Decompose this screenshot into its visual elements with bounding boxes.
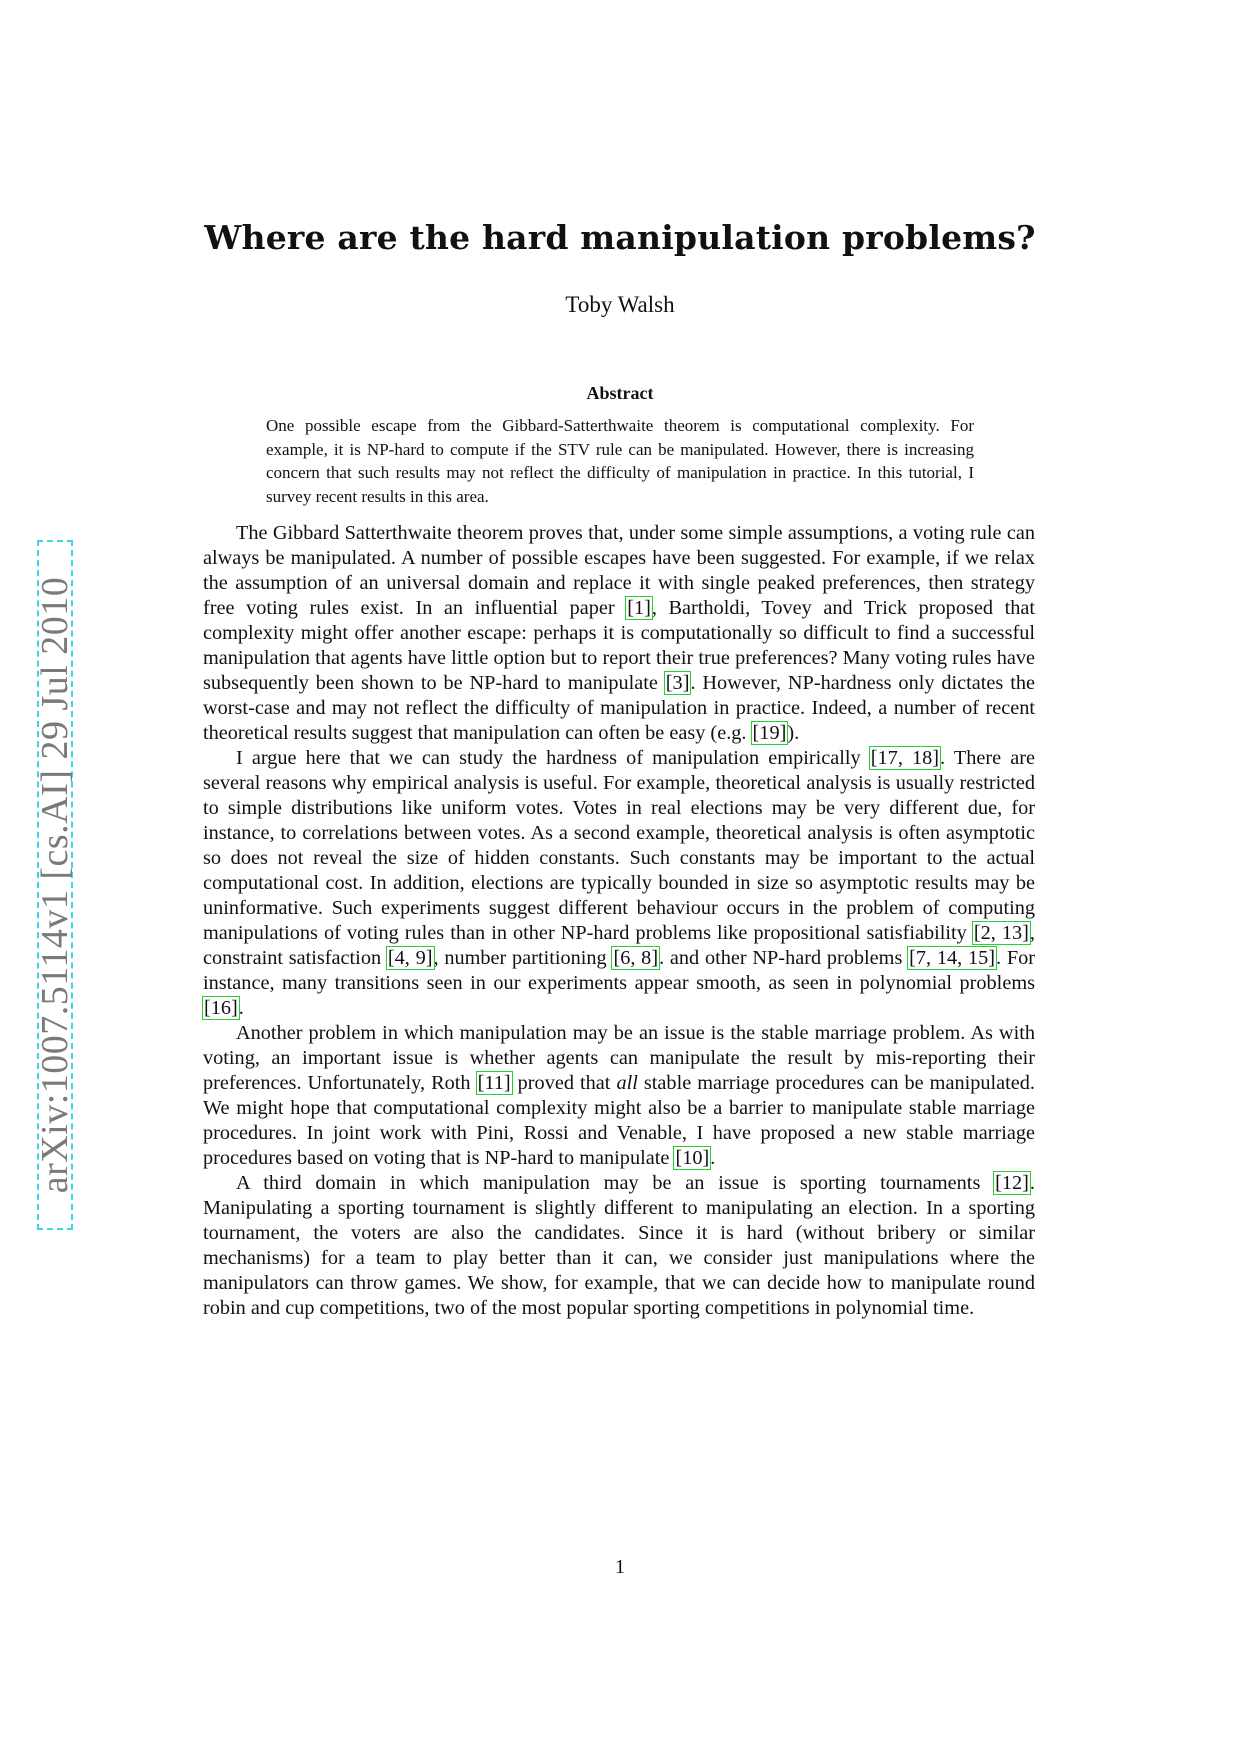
arxiv-identifier-text: arXiv:1007.5114v1 [cs.AI] 29 Jul 2010 xyxy=(34,576,76,1194)
citation-link[interactable]: [10] xyxy=(675,1147,710,1169)
paragraph-text: proved that xyxy=(511,1072,617,1094)
paragraph-text: . xyxy=(710,1147,716,1169)
citation-link[interactable]: [17, 18] xyxy=(870,747,940,769)
paragraph-text: , Bartholdi, Tovey and Trick proposed that complexity might offer another escape: perhaps it is computationally so difficult to find a successful manipulation that agents have little option but to report their true preferences? Many voting rules have subsequently been shown to be NP-hard to manipulate xyxy=(203,597,1035,694)
main-text xyxy=(203,521,1035,1321)
abstract-heading: Abstract xyxy=(586,383,654,403)
citation-link[interactable]: [6, 8] xyxy=(613,947,659,969)
paragraph-text: . and other NP-hard problems xyxy=(659,947,909,969)
paragraph-text: The Gibbard Satterthwaite theorem proves that, under some simple assumptions, a voting rule can always be manipulated. A number of possible escapes have been suggested. For example, if we relax the assumption of an universal domain and replace it with single peaked preferences, then strategy free voting rules exist. In an influential paper xyxy=(203,522,1035,619)
citation-link[interactable]: [7, 14, 15] xyxy=(909,947,995,969)
paragraph-text: . However, NP-hardness only dictates the worst-case and may not reflect the difficulty of manipulation in practice. Indeed, a number of recent theoretical results suggest that manipulation can often be easy (e.g. xyxy=(203,672,1035,744)
paragraph-text: . For instance, many transitions seen in our experiments appear smooth, as seen in polynomial problems xyxy=(203,947,1035,994)
paragraph-text: I argue here that we can study the hardness of manipulation empirically xyxy=(236,747,870,769)
paragraph-text: . There are several reasons why empirical analysis is useful. For example, theoretical analysis is usually restricted to simple distributions like uniform votes. Votes in real elections may be very different due, for instance, to correlations between votes. As a second example, theoretical analysis is often asymptotic so does not reveal the size of hidden constants. Such constants may be important to the actual computational cost. In addition, elections are typically bounded in size so asymptotic results may be uninformative. Such experiments suggest different behaviour occurs in the problem of computing manipulations of voting rules than in other NP-hard problems like propositional satisfiability xyxy=(203,747,1035,944)
page-number: 1 xyxy=(615,1556,625,1578)
emphasis-text: all xyxy=(616,1072,638,1094)
citation-link[interactable]: [4, 9] xyxy=(387,947,433,969)
paragraph-text: . Manipulating a sporting tournament is slightly different to manipulating an election. In a sporting tournament, the voters are also the candidates. Since it is hard (without bribery or similar mechanisms) for a team to play better than it can, we consider just manipulations where the manipulators can throw games. We show, for example, that we can decide how to manipulate round robin and cup competitions, two of the most popular sporting competitions in polynomial time. xyxy=(203,1172,1035,1319)
paper-title: Where are the hard manipulation problems? xyxy=(204,218,1036,257)
arxiv-identifier-stamp[interactable] xyxy=(34,540,76,1230)
paragraph-2 xyxy=(203,746,1035,1021)
paragraph-3 xyxy=(203,1021,1035,1171)
citation-link[interactable]: [11] xyxy=(477,1072,511,1094)
paragraph-text: stable marriage procedures can be manipulated. We might hope that computational complexity might also be a barrier to manipulate stable marriage procedures. In joint work with Pini, Rossi and Venable, I have proposed a new stable marriage procedures based on voting that is NP-hard to manipulate xyxy=(203,1072,1035,1169)
paragraph-text: . xyxy=(238,997,244,1019)
citation-link[interactable]: [2, 13] xyxy=(973,922,1029,944)
citation-link[interactable]: [3] xyxy=(665,672,690,694)
paragraph-text: , constraint satisfaction xyxy=(203,922,1035,969)
citation-link[interactable]: [19] xyxy=(752,722,787,744)
citation-link[interactable]: [12] xyxy=(995,1172,1029,1194)
paper-author: Toby Walsh xyxy=(565,292,675,317)
citation-link[interactable]: [1] xyxy=(627,597,651,619)
paragraph-text: , number partitioning xyxy=(433,947,613,969)
paragraph-text: ). xyxy=(787,722,800,744)
paragraph-4 xyxy=(203,1171,1035,1321)
citation-link[interactable]: [16] xyxy=(204,997,238,1019)
paragraph-1 xyxy=(203,521,1035,746)
abstract-body: One possible escape from the Gibbard-Satterthwaite theorem is computational complexity. For example, it is NP-hard to compute if the STV rule can be manipulated. However, there is increasing concern that such results may not reflect the difficulty of manipulation in practice. In this tutorial, I survey recent results in this area. xyxy=(266,416,974,506)
paragraph-text: A third domain in which manipulation may be an issue is sporting tournaments xyxy=(236,1172,995,1194)
paragraph-text: Another problem in which manipulation may be an issue is the stable marriage problem. As with voting, an important issue is whether agents can manipulate the result by mis-reporting their preferences. Unfortunately, Roth xyxy=(203,1022,1035,1094)
